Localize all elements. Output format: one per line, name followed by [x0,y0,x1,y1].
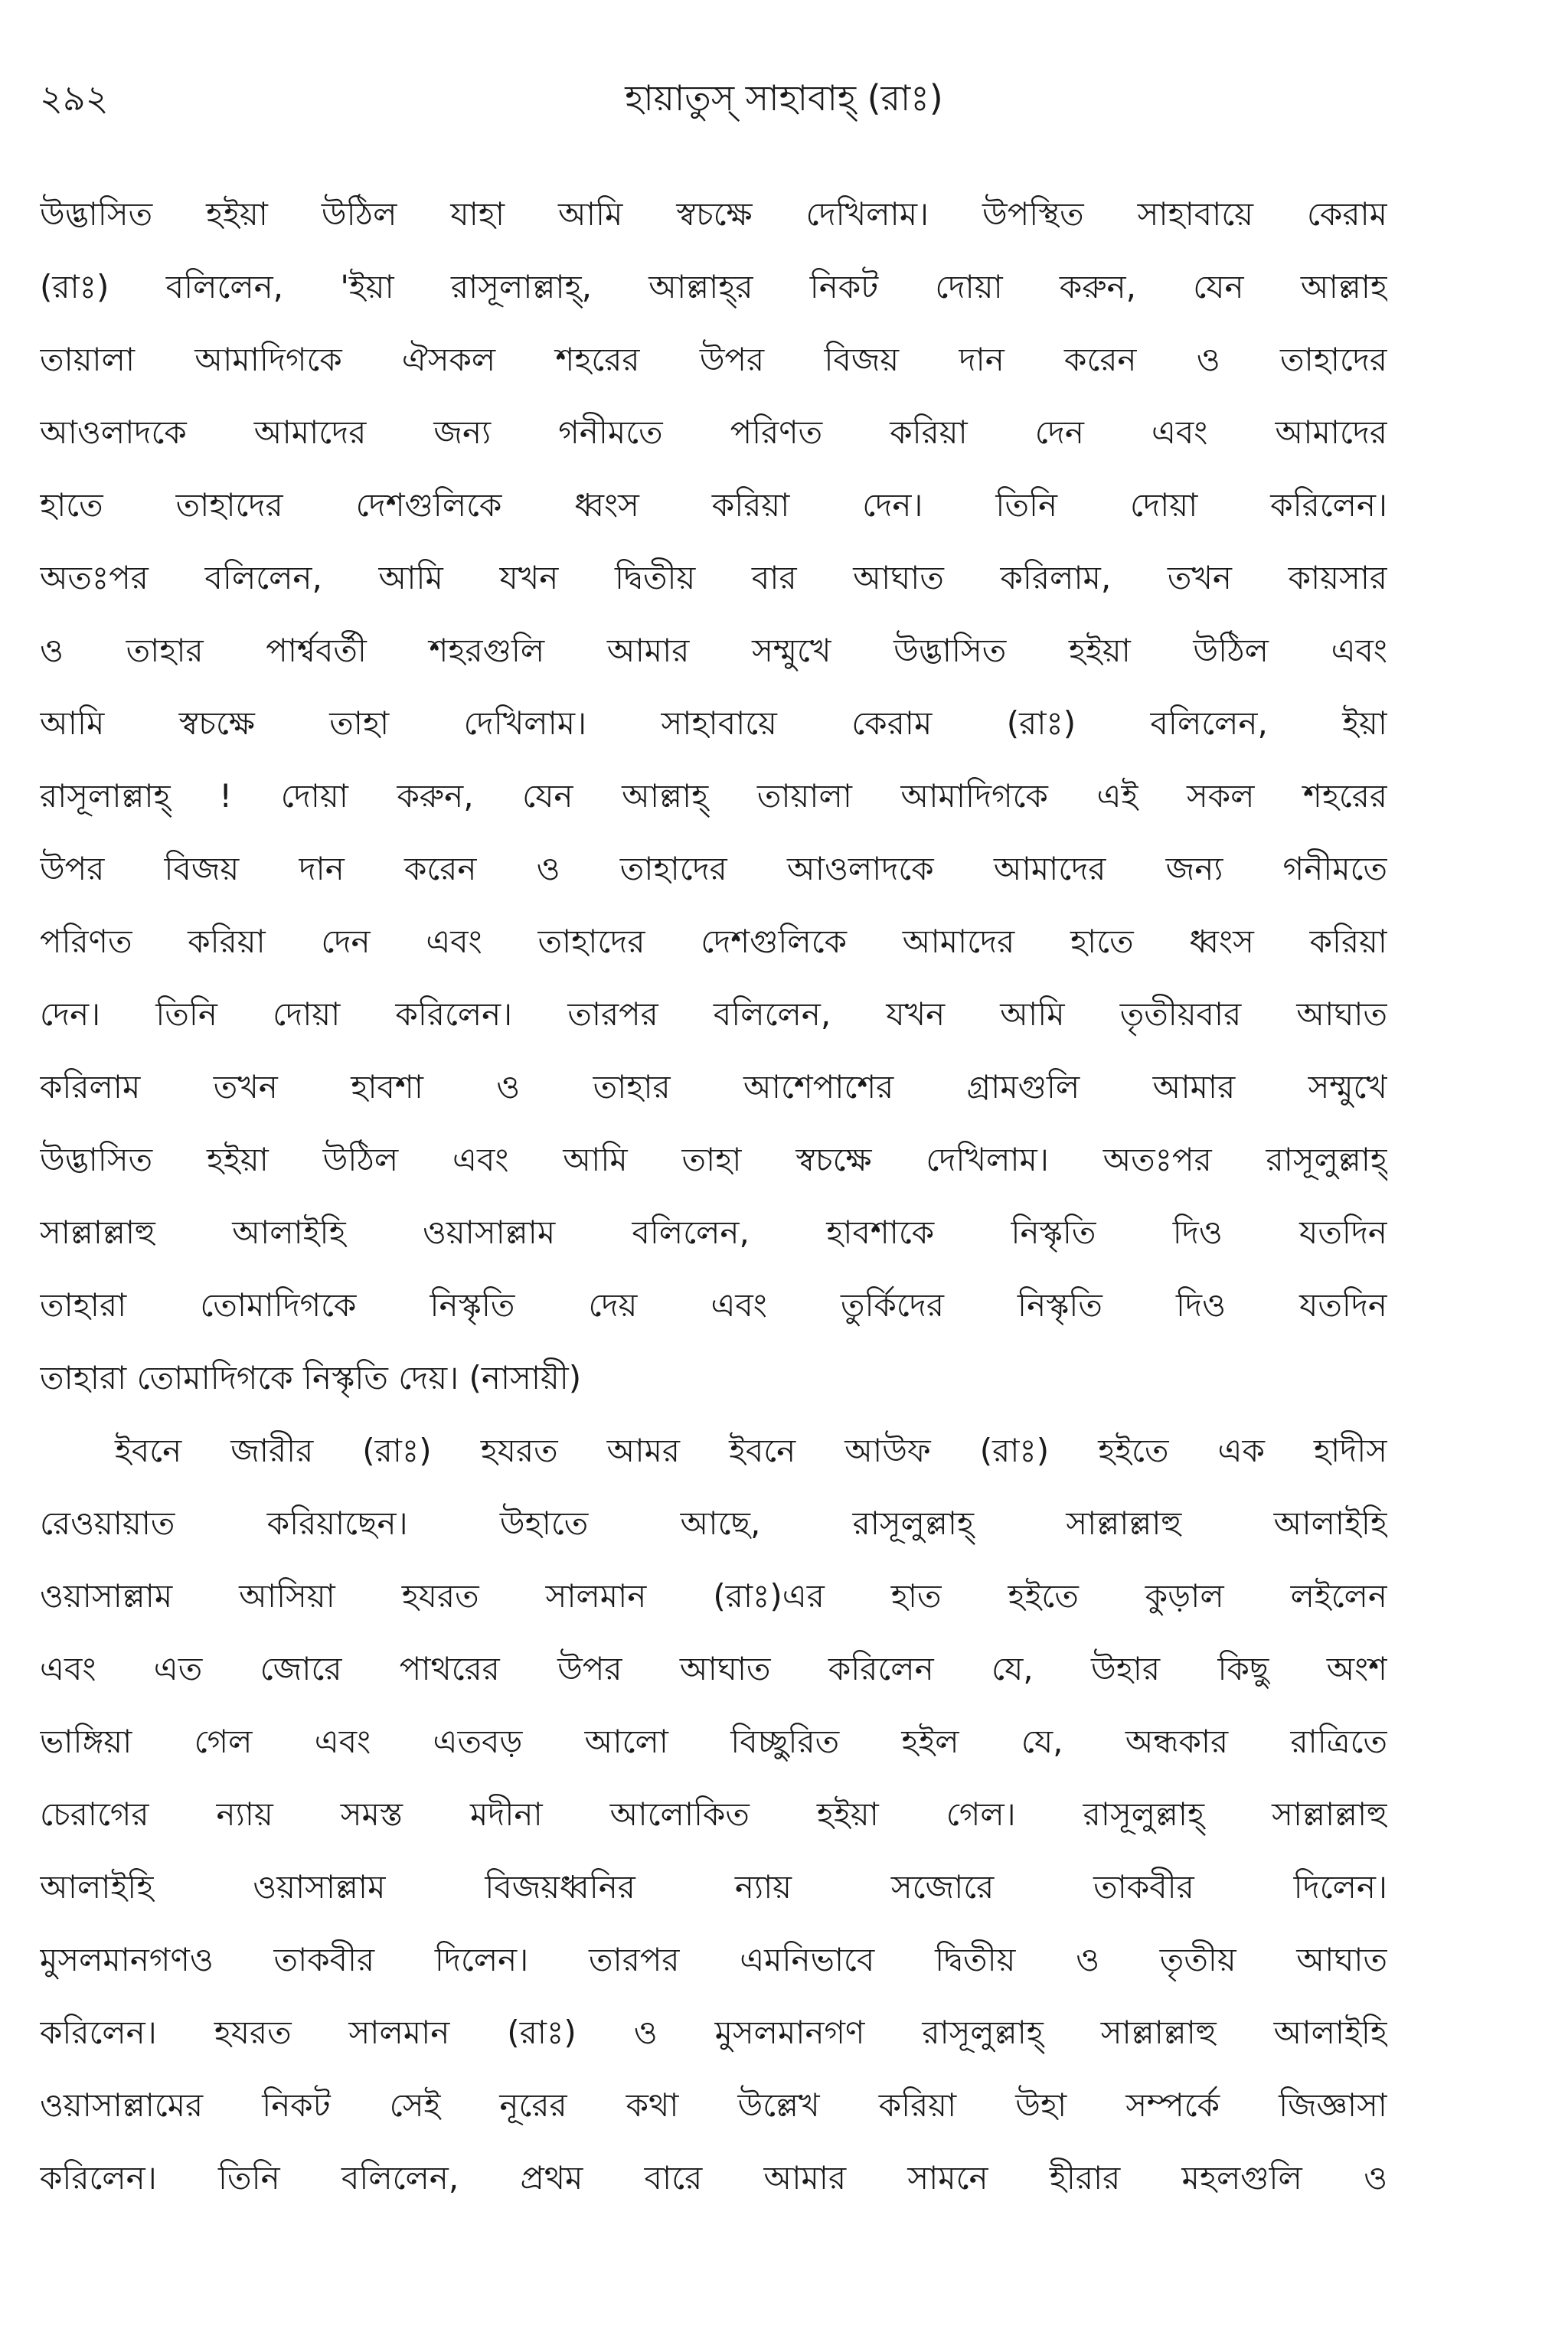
text-line: ও তাহার পার্শ্ববর্তী শহরগুলি আমার সম্মুখে উদ্ভাসিত হইয়া উঠিল এবং [40,632,1387,669]
text-line: ওয়াসাল্লাম আসিয়া হযরত সালমান (রাঃ)এর হাত হইতে কুড়াল লইলেন [40,1577,1387,1615]
page-header [0,67,1568,129]
running-title: হায়াতুস্ সাহাবাহ্ (রাঃ) [625,77,943,119]
text-line: ইবনে জারীর (রাঃ) হযরত আমর ইবনে আউফ (রাঃ) হইতে এক হাদীস [115,1432,1387,1469]
text-line: পরিণত করিয়া দেন এবং তাহাদের দেশগুলিকে আমাদের হাতে ধ্বংস করিয়া [40,923,1387,960]
text-line: রেওয়ায়াত করিয়াছেন। উহাতে আছে, রাসূলুল্লাহ্ সাল্লাল্লাহু আলাইহি [40,1504,1387,1542]
text-line: সাল্লাল্লাহু আলাইহি ওয়াসাল্লাম বলিলেন, হাবশাকে নিস্কৃতি দিও যতদিন [40,1214,1387,1251]
body-text [40,178,1387,2214]
text-line: ওয়াসাল্লামের নিকট সেই নূরের কথা উল্লেখ করিয়া উহা সম্পর্কে জিজ্ঞাসা [40,2086,1387,2124]
text-line: করিলেন। হযরত সালমান (রাঃ) ও মুসলমানগণ রাসূলুল্লাহ্ সাল্লাল্লাহু আলাইহি [40,2014,1387,2051]
text-line: উদ্ভাসিত হইয়া উঠিল এবং আমি তাহা স্বচক্ষে দেখিলাম। অতঃপর রাসূলুল্লাহ্ [40,1141,1387,1178]
text-line: উদ্ভাসিত হইয়া উঠিল যাহা আমি স্বচক্ষে দেখিলাম। উপস্থিত সাহাবায়ে কেরাম [40,195,1387,233]
text-line: উপর বিজয় দান করেন ও তাহাদের আওলাদকে আমাদের জন্য গনীমতে [40,850,1387,887]
text-line: দেন। তিনি দোয়া করিলেন। তারপর বলিলেন, যখন আমি তৃতীয়বার আঘাত [40,995,1387,1033]
text-line: করিলাম তখন হাবশা ও তাহার আশেপাশের গ্রামগুলি আমার সম্মুখে [40,1068,1387,1106]
text-line: আমি স্বচক্ষে তাহা দেখিলাম। সাহাবায়ে কেরাম (রাঃ) বলিলেন, ইয়া [40,704,1387,742]
text-line: করিলেন। তিনি বলিলেন, প্রথম বারে আমার সামনে হীরার মহলগুলি ও [40,2159,1387,2197]
text-line: চেরাগের ন্যায় সমস্ত মদীনা আলোকিত হইয়া গেল। রাসূলুল্লাহ্ সাল্লাল্লাহু [40,1795,1387,1833]
text-line: হাতে তাহাদের দেশগুলিকে ধ্বংস করিয়া দেন। তিনি দোয়া করিলেন। [40,486,1387,524]
text-line: রাসূলাল্লাহ্ ! দোয়া করুন, যেন আল্লাহ্ তায়ালা আমাদিগকে এই সকল শহরের [40,777,1387,815]
text-line: এবং এত জোরে পাথরের উপর আঘাত করিলেন যে, উহার কিছু অংশ [40,1650,1387,1687]
text-line: ভাঙ্গিয়া গেল এবং এতবড় আলো বিচ্ছুরিত হইল যে, অন্ধকার রাত্রিতে [40,1723,1387,1760]
text-line: মুসলমানগণও তাকবীর দিলেন। তারপর এমনিভাবে দ্বিতীয় ও তৃতীয় আঘাত [40,1941,1387,1978]
text-line: তাহারা তোমাদিগকে নিস্কৃতি দেয়। (নাসায়ী) [40,1359,582,1396]
text-line: (রাঃ) বলিলেন, 'ইয়া রাসূলাল্লাহ্, আল্লাহ্‌র নিকট দোয়া করুন, যেন আল্লাহ [40,268,1387,305]
text-line: তায়ালা আমাদিগকে ঐসকল শহরের উপর বিজয় দান করেন ও তাহাদের [40,341,1387,378]
text-line: আওলাদকে আমাদের জন্য গনীমতে পরিণত করিয়া দেন এবং আমাদের [40,413,1387,451]
page-number: ২৯২ [40,77,109,119]
text-line: তাহারা তোমাদিগকে নিস্কৃতি দেয় এবং তুর্কিদের নিস্কৃতি দিও যতদিন [40,1286,1387,1324]
text-line: আলাইহি ওয়াসাল্লাম বিজয়ধ্বনির ন্যায় সজোরে তাকবীর দিলেন। [40,1868,1387,1906]
text-line: অতঃপর বলিলেন, আমি যখন দ্বিতীয় বার আঘাত করিলাম, তখন কায়সার [40,559,1387,596]
